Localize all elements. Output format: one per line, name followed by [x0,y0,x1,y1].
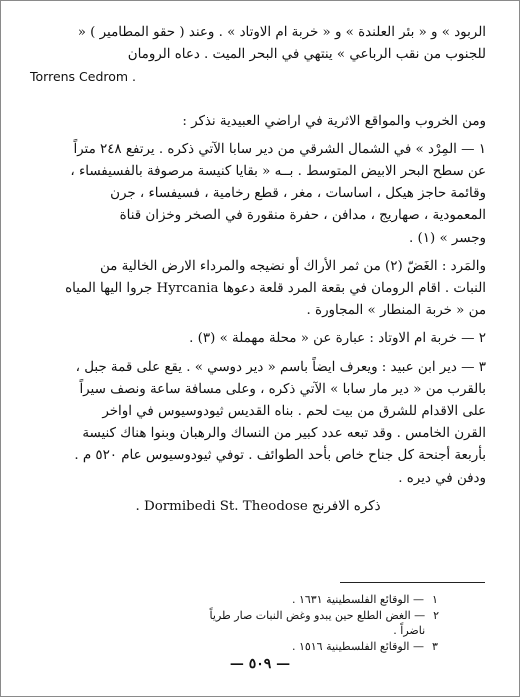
item3-line-2: بالقرب من « دير مار سابا » الآتي ذكره ، وعلى مسافة ساعة ونصف سيراً [79,381,486,397]
footnote-rule [340,582,485,583]
intro-line-1: الربود » و « بئر العلندة » و « خربة ام الاوتاد » . وعند ( حقو المطامير ) « [77,25,486,40]
item1-line-4: المعمودية ، صهاريج ، مدافن ، حفرة منقورة في الصخر وخزان قناة [119,208,486,224]
latin-torrens-cedrom: Torrens Cedrom . [30,69,137,85]
document-page [30,22,486,518]
item3-line-1: ٣ — دير ابن عبيد : ويعرف ايضاً باسم « دير دوسي » . يقع على قمة جبل ، [75,359,486,375]
item1-line-1: ١ — المِرْد » في الشمال الشرقي من دير سابا الآتي ذكره . يرتفع ٢٤٨ متراً [73,141,486,157]
item1-line-3: وقائمة حاجز هيكل ، اساسات ، مغر ، قطع رخامية ، فسيفساء ، جرن [110,186,486,202]
item3-line-5: بأربعة أجنحة كل جناح خاص بأحد الطوائف . توفي ثيودوسيوس عام ٥٢٠ م . [74,448,486,464]
intro-line-2: للجنوب من نقب الرباعي » ينتهي في البحر الميت . دعاه الرومان [127,47,486,63]
footnote-number: ٣ [432,639,438,653]
footnotes [190,592,450,654]
item1-line-2: عن سطح البحر الابيض المتوسط . بــه « بقايا كنيسة مرصوفة بالفسيفساء ، [70,164,486,180]
footnote-2 [190,608,450,639]
ruins-heading: ومن الخروب والمواقع الاثرية في اراضي العبيدية نذكر : [182,113,486,129]
footnote-3 [190,639,450,655]
murd-line-2: النبات . اقام الرومان في بقعة المرد قلعة دعوها Hyrcania جروا اليها المياه [65,281,486,297]
item3-line-4: القرن الخامس . وقد تبعه عدد كبير من النساك والرهبان وبنوا هناك كنيسة [82,426,486,442]
franks-line: ذكره الافرنج Dormibedi St. Theodose . [135,498,381,514]
footnote-number: ١ [432,593,438,606]
item3-line-6: ودفن في ديره . [398,470,486,486]
item3-line-3: على الاقدام للشرق من بيت لحم . بناه القديس ثيودوسيوس في اواخر [102,404,486,420]
footnote-text: — الوقائع الفلسطينية ١٥١٦ . [291,639,424,653]
footnote-number: ٢ [433,608,440,622]
item1-line-5: وجسر » (١) . [409,230,486,246]
intro-line-3 [30,66,486,89]
murd-line-1: والمَرد : الغَضّ (٢) من ثمر الأراك أو نضيجه والمرداء الارض الخالية من [99,258,486,274]
footnote-text: — الوقائع الفلسطينية ١٦٣١ . [291,593,424,606]
item2-line: ٢ — خربة ام الاوتاد : عبارة عن « محلة مهملة » (٣) . [189,331,486,347]
footnote-text: — الغض الطلع حين يبدو وغض النبات صار طرياً ناضراً . [209,608,426,637]
footnote-1 [190,592,450,608]
murd-line-3: من « خربة المنطار » المجاورة . [306,303,486,319]
page-number: — ٥٠٩ — [229,656,291,672]
